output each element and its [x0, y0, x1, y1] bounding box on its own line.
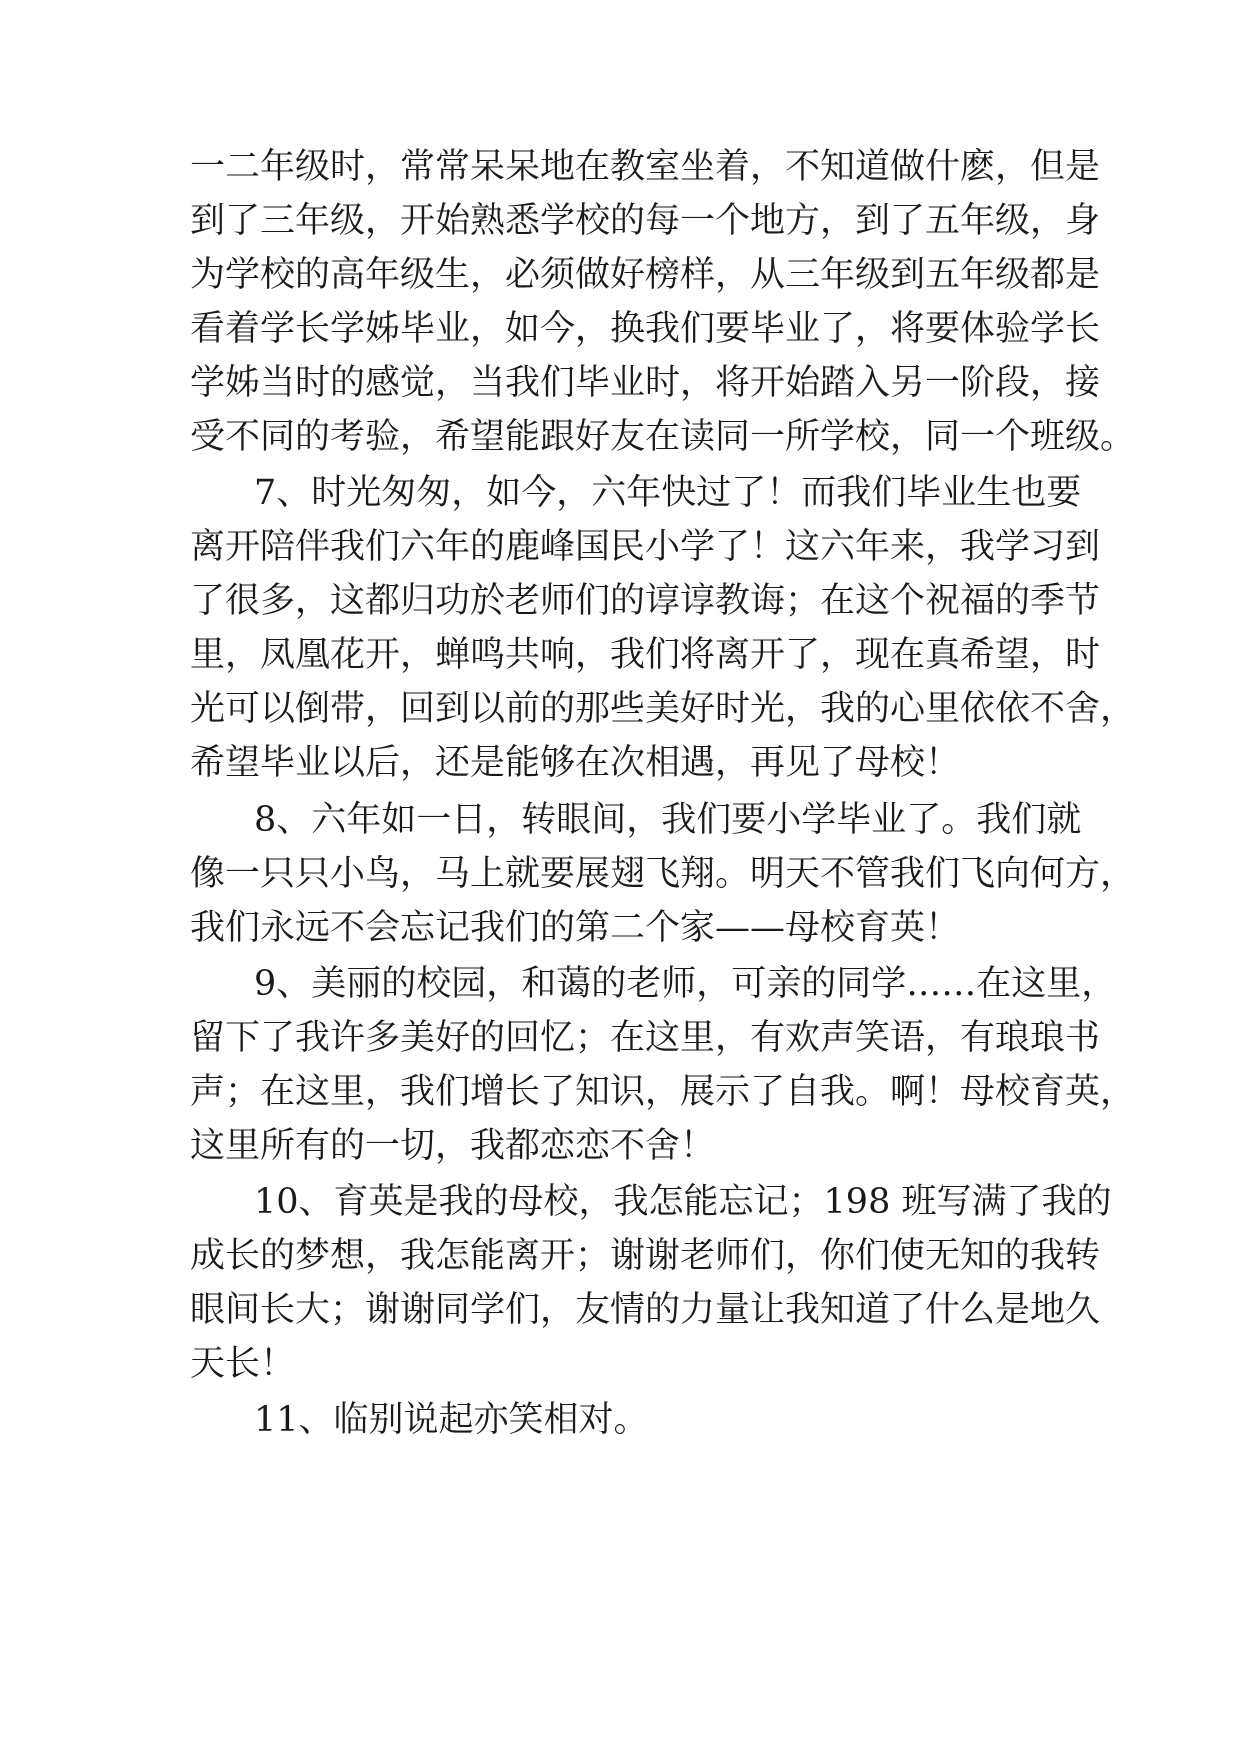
text-line: 光可以倒带，回到以前的那些美好时光，我的心里依依不舍， [190, 689, 1136, 729]
paragraph-8-first-line: 8、六年如一日，转眼间，我们要小学毕业了。我们就 [254, 800, 1082, 840]
paragraph-7-first-line: 7、时光匆匆，如今，六年快过了！而我们毕业生也要 [254, 473, 1082, 513]
paragraph-10-first-line: 10、育英是我的母校，我怎能忘记；198 班写满了我的 [254, 1182, 1112, 1222]
text-line: 为学校的高年级生，必须做好榜样，从三年级到五年级都是 [190, 255, 1101, 295]
paragraph-11-first-line: 11、临别说起亦笑相对。 [254, 1400, 649, 1440]
text-line: 留下了我许多美好的回忆；在这里，有欢声笑语，有琅琅书 [190, 1018, 1101, 1058]
text-line: 希望毕业以后，还是能够在次相遇，再见了母校！ [190, 743, 961, 783]
text-line: 看着学长学姊毕业，如今，换我们要毕业了，将要体验学长 [190, 309, 1101, 349]
text-line: 受不同的考验，希望能跟好友在读同一所学校，同一个班级。 [190, 417, 1136, 457]
text-line: 学姊当时的感觉，当我们毕业时，将开始踏入另一阶段，接 [190, 363, 1101, 403]
text-line: 像一只只小鸟，马上就要展翅飞翔。明天不管我们飞向何方， [190, 854, 1136, 894]
text-line: 天长！ [190, 1344, 296, 1384]
text-line: 离开陪伴我们六年的鹿峰国民小学了！这六年来，我学习到 [190, 527, 1101, 567]
text-line: 到了三年级，开始熟悉学校的每一个地方，到了五年级，身 [190, 201, 1101, 241]
text-line: 了很多，这都归功於老师们的谆谆教诲；在这个祝福的季节 [190, 581, 1101, 621]
text-line: 这里所有的一切，我都恋恋不舍！ [190, 1126, 716, 1166]
paragraph-9-first-line: 9、美丽的校园，和蔼的老师，可亲的同学……在这里， [254, 964, 1117, 1004]
text-line: 声；在这里，我们增长了知识，展示了自我。啊！母校育英， [190, 1072, 1136, 1112]
text-line: 成长的梦想，我怎能离开；谢谢老师们，你们使无知的我转 [190, 1236, 1101, 1276]
text-line: 里，凤凰花开，蝉鸣共响，我们将离开了，现在真希望，时 [190, 635, 1101, 675]
text-line: 眼间长大；谢谢同学们，友情的力量让我知道了什么是地久 [190, 1290, 1101, 1330]
text-line: 一二年级时，常常呆呆地在教室坐着，不知道做什麽，但是 [190, 147, 1101, 187]
text-line: 我们永远不会忘记我们的第二个家——母校育英！ [190, 908, 961, 948]
